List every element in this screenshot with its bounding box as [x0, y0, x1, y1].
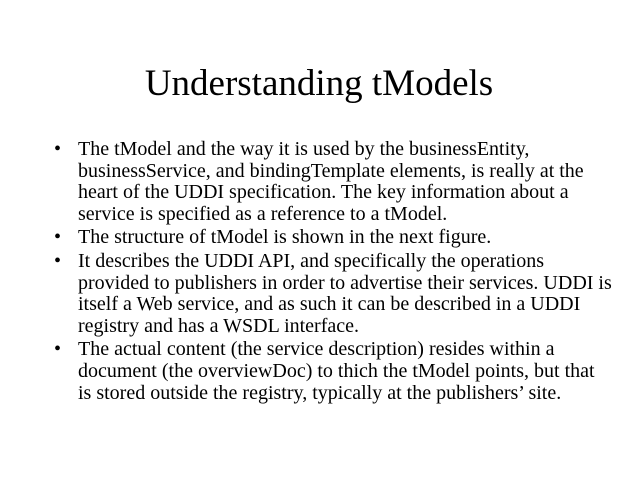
bullet-item: [52, 227, 612, 249]
bullet-list: [52, 139, 612, 406]
bullet-icon: •: [54, 226, 62, 249]
bullet-item: [52, 251, 612, 337]
bullet-icon: •: [54, 249, 62, 272]
bullet-text: The structure of tModel is shown in the next figure.: [78, 226, 492, 249]
bullet-item: [52, 139, 612, 225]
bullet-text: The tModel and the way it is used by the businessEntity, businessService, and bindingTemplate elements, is really at the heart of the UDDI specification. The key information about a service is specified as a reference to a tModel.: [78, 138, 584, 225]
bullet-text: The actual content (the service description) resides within a document (the overviewDoc) to thich the tModel points, but that is stored outside the registry, typically at the publishers’ site.: [78, 338, 595, 404]
bullet-text: It describes the UDDI API, and specifically the operations provided to publishers in order to advertise their services. UDDI is itself a Web service, and as such it can be described in a UDDI registry and has a WSDL interface.: [78, 249, 612, 337]
bullet-icon: •: [54, 138, 62, 160]
bullet-item: [52, 339, 612, 404]
slide-title: Understanding tModels: [144, 63, 494, 104]
bullet-icon: •: [54, 338, 62, 361]
